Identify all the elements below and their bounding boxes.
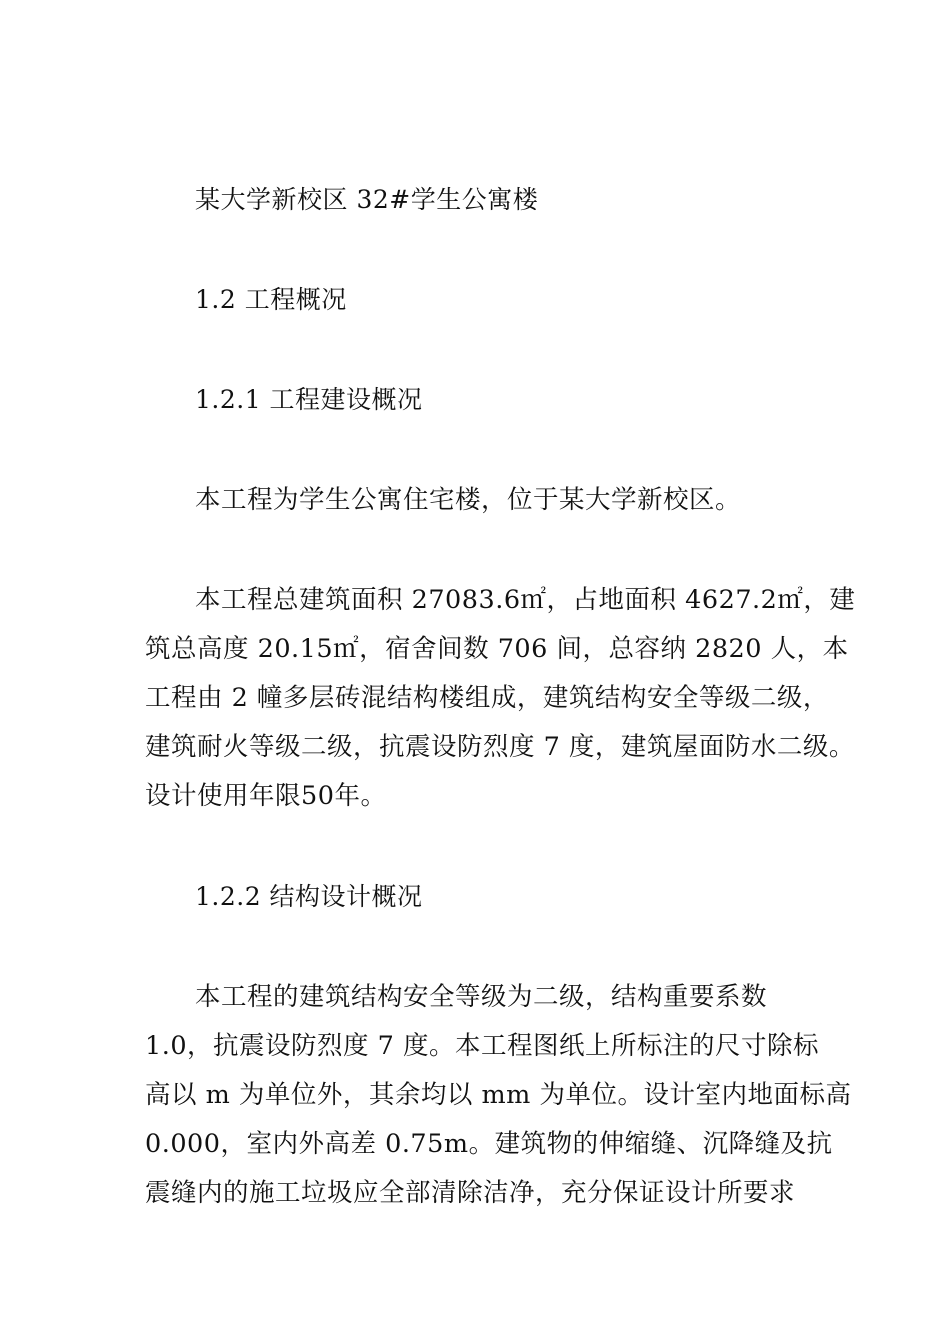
section-heading-1-2: 1.2 工程概况: [195, 285, 347, 314]
paragraph-line: 设计使用年限50年。: [145, 781, 387, 811]
section-heading-1-2-1: 1.2.1 工程建设概况: [195, 385, 423, 414]
paragraph-line: 本工程总建筑面积 27083.6㎡，占地面积 4627.2㎡，建: [195, 585, 856, 615]
paragraph-construction-location: 本工程为学生公寓住宅楼，位于某大学新校区。: [195, 485, 742, 515]
project-title: 某大学新校区 32#学生公寓楼: [195, 185, 539, 214]
paragraph-line: 筑总高度 20.15㎡，宿舍间数 706 间，总容纳 2820 人，本: [145, 634, 849, 664]
paragraph-line: 本工程的建筑结构安全等级为二级，结构重要系数: [195, 982, 768, 1012]
paragraph-line: 工程由 2 幢多层砖混结构楼组成，建筑结构安全等级二级，: [145, 683, 829, 713]
paragraph-line: 高以 m 为单位外，其余均以 mm 为单位。设计室内地面标高: [145, 1080, 852, 1110]
paragraph-line: 建筑耐火等级二级，抗震设防烈度 7 度，建筑屋面防水二级。: [145, 732, 855, 762]
section-heading-1-2-2: 1.2.2 结构设计概况: [195, 882, 423, 911]
paragraph-line: 0.000，室内外高差 0.75m。建筑物的伸缩缝、沉降缝及抗: [145, 1129, 833, 1159]
paragraph-line: 震缝内的施工垃圾应全部清除洁净，充分保证设计所要求: [145, 1178, 796, 1208]
paragraph-line: 1.0，抗震设防烈度 7 度。本工程图纸上所标注的尺寸除标: [145, 1031, 819, 1061]
